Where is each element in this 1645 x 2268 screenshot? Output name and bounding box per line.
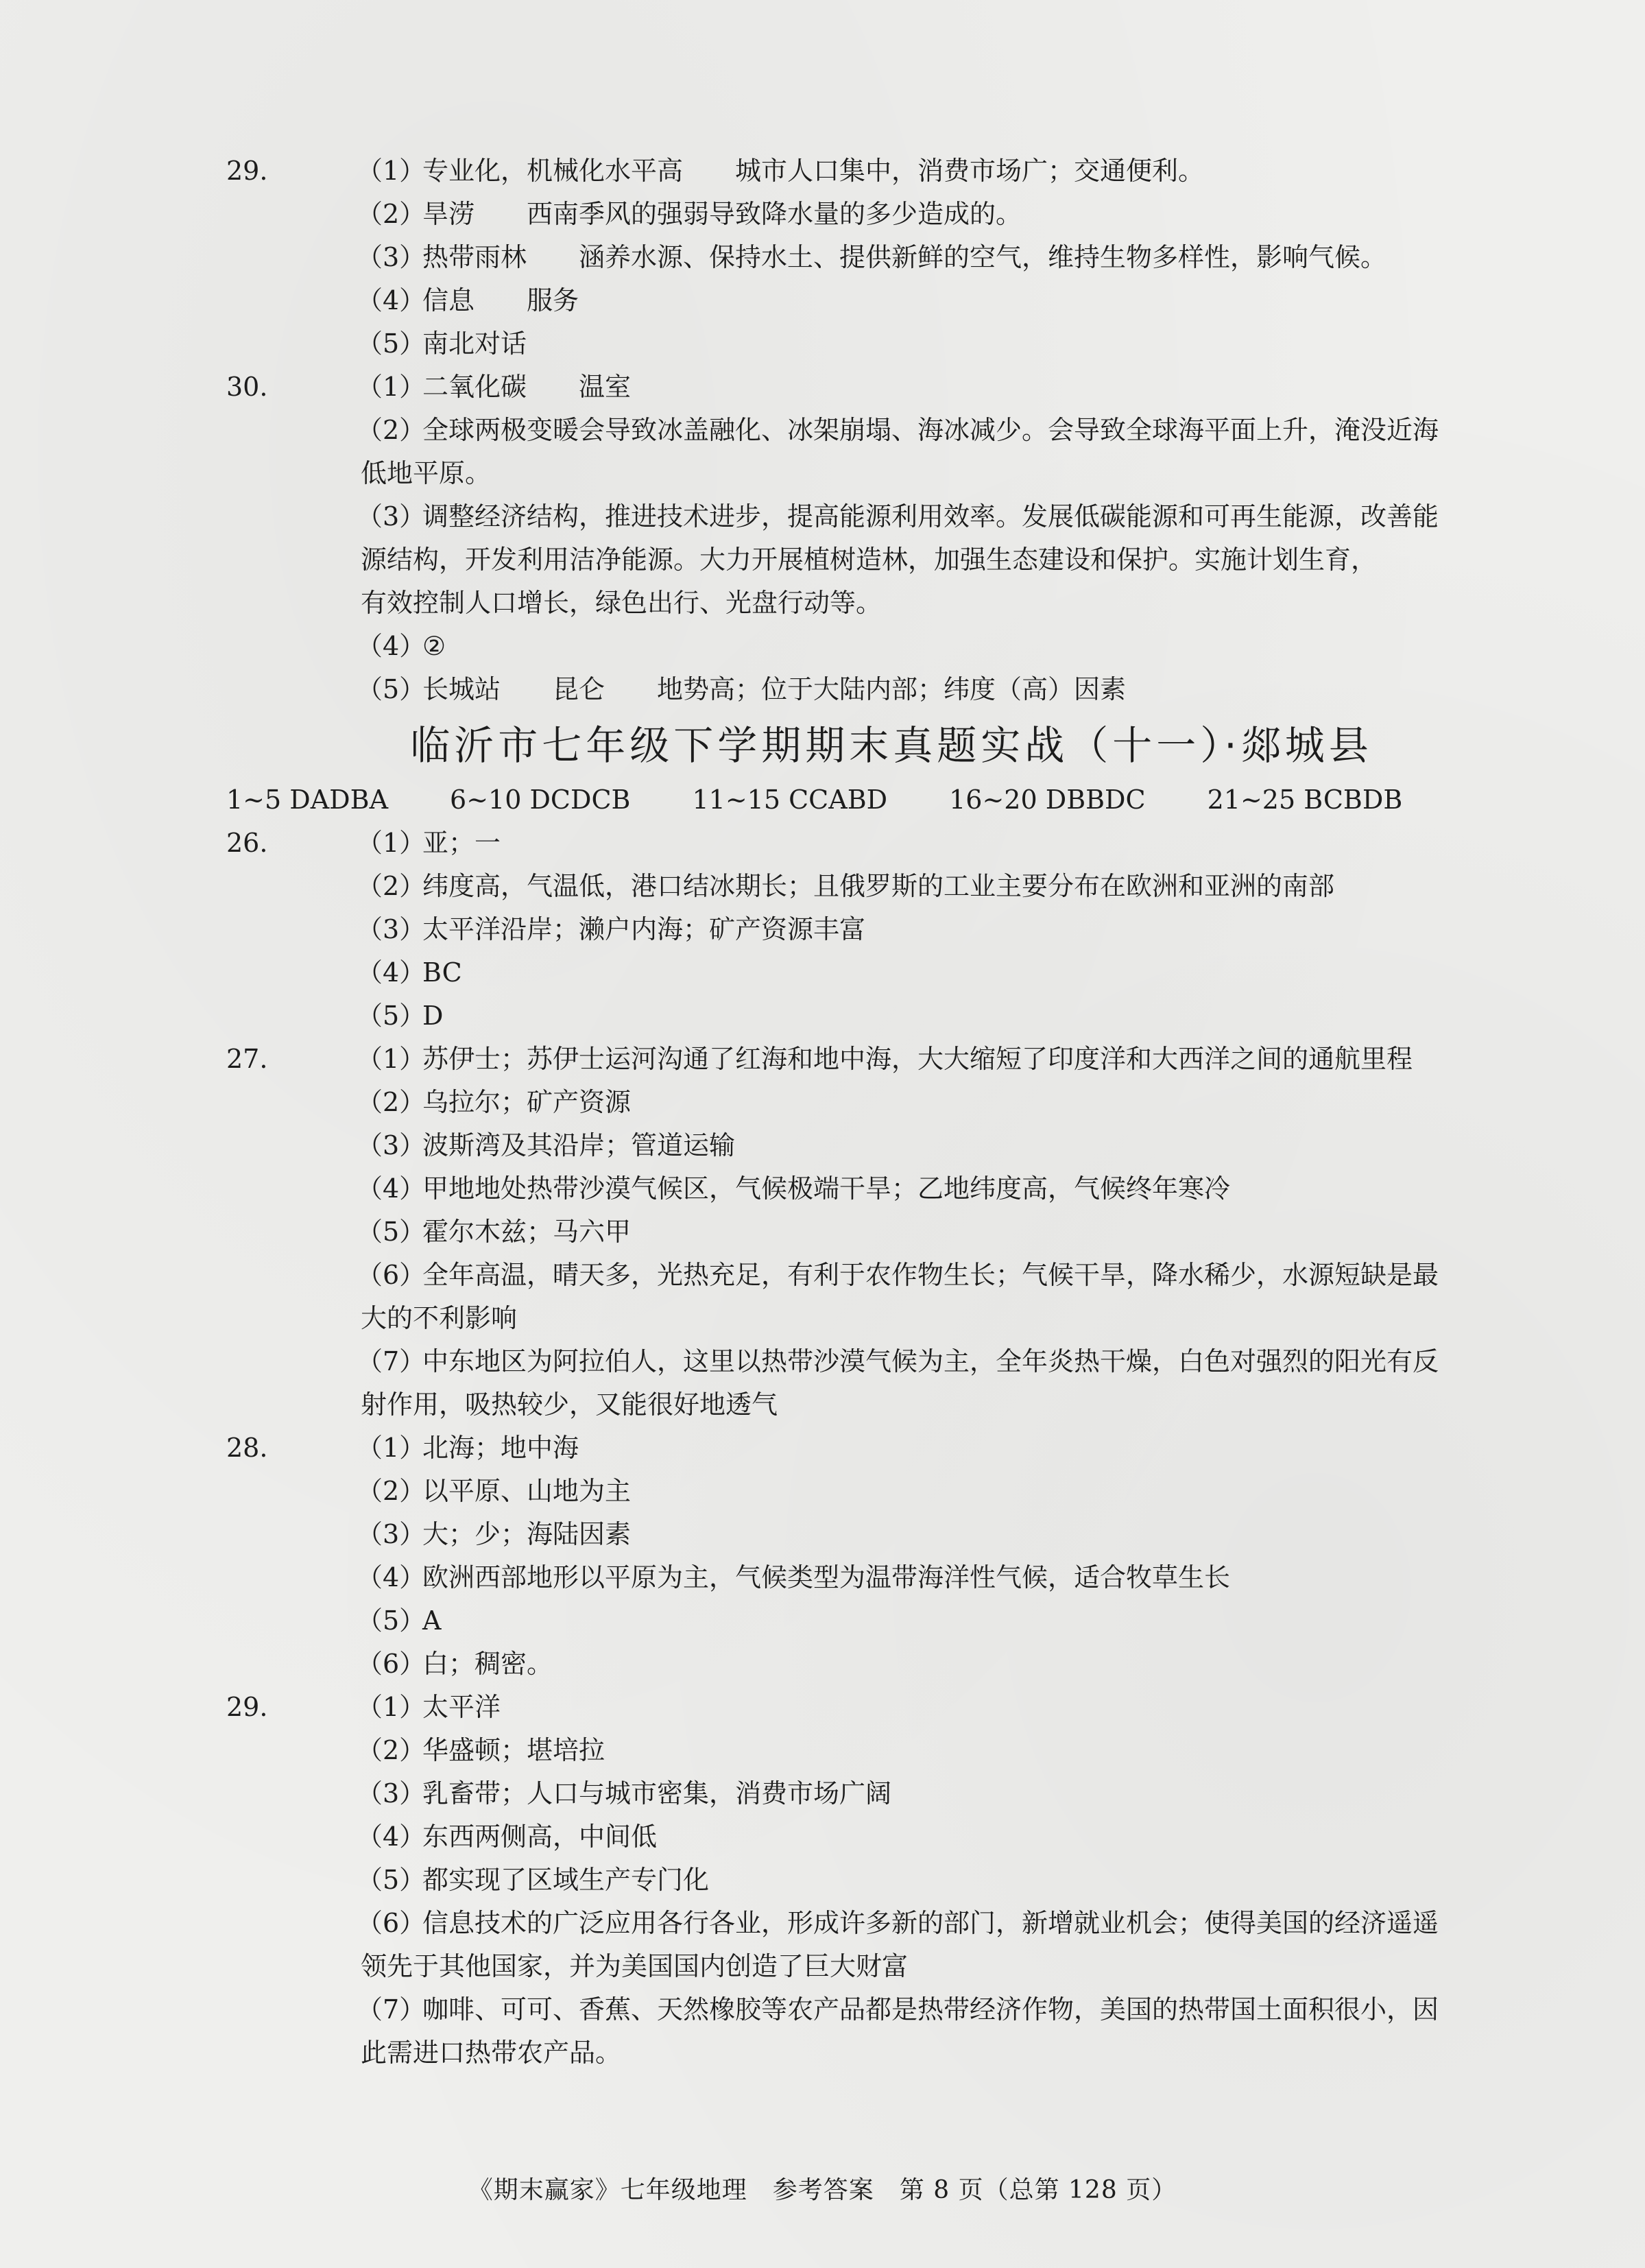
answer-text: BC	[422, 957, 462, 988]
answer-line	[226, 822, 1529, 865]
answer-text: 低地平原。	[361, 458, 492, 488]
sub-question-label: （1）	[357, 1433, 426, 1463]
exam-section-title: 临沂市七年级下学期期末真题实战（十一）·郯城县	[410, 722, 1373, 769]
question-block	[226, 366, 1529, 711]
sub-question-label: （4）	[357, 631, 426, 661]
answer-line	[226, 1081, 1529, 1124]
answer-text: 调整经济结构，推进技术进步，提高能源利用效率。发展低碳能源和可再生能源，改善能	[422, 501, 1439, 532]
answer-continuation-line	[226, 582, 1529, 625]
question-block	[226, 1686, 1529, 2075]
mc-answer-group: 11~15 CCABD	[692, 785, 888, 815]
sub-question-label: （4）	[357, 1822, 426, 1852]
answer-text: A	[422, 1605, 442, 1636]
answer-line	[226, 994, 1529, 1038]
answer-text: 苏伊士；苏伊士运河沟通了红海和地中海，大大缩短了印度洋和大西洋之间的通航里程	[422, 1044, 1413, 1074]
sub-question-label: （3）	[357, 1519, 426, 1549]
sub-question-label: （1）	[357, 1044, 426, 1074]
answer-line	[226, 1772, 1529, 1815]
answer-line	[226, 193, 1529, 236]
sub-question-label: （2）	[357, 1476, 426, 1506]
answer-text: 大的不利影响	[361, 1303, 518, 1333]
answer-line	[226, 150, 1529, 193]
answer-line	[226, 495, 1529, 538]
sub-question-label: （7）	[357, 1346, 426, 1376]
mc-answer-group: 1~5 DADBA	[226, 785, 389, 815]
sub-question-label: （1）	[357, 372, 426, 402]
answer-text: 乳畜带；人口与城市密集，消费市场广阔	[422, 1778, 892, 1809]
answer-line	[226, 1124, 1529, 1167]
answer-line	[226, 625, 1529, 668]
sub-question-label: （3）	[357, 1778, 426, 1809]
question-block	[226, 822, 1529, 1038]
answer-text: 甲地地处热带沙漠气候区，气候极端干旱；乙地纬度高，气候终年寒冷	[422, 1173, 1231, 1204]
answer-continuation-line	[226, 2031, 1529, 2075]
question-number: 28.	[226, 1433, 268, 1463]
answer-continuation-line	[226, 1383, 1529, 1427]
multiple-choice-answers	[226, 778, 1529, 822]
sub-question-label: （6）	[357, 1908, 426, 1938]
answer-line	[226, 1556, 1529, 1599]
answer-text: 领先于其他国家，并为美国国内创造了巨大财富	[361, 1951, 909, 1981]
sub-question-label: （3）	[357, 242, 426, 272]
answer-text: 有效控制人口增长，绿色出行、光盘行动等。	[361, 588, 882, 618]
question-number: 29.	[226, 1692, 268, 1722]
sub-question-label: （2）	[357, 1735, 426, 1765]
answer-text: D	[422, 1001, 444, 1031]
answer-line	[226, 366, 1529, 409]
sub-question-label: （5）	[357, 1217, 426, 1247]
answer-content	[226, 150, 1529, 2075]
answer-line	[226, 668, 1529, 711]
answer-line	[226, 1902, 1529, 1945]
answer-text: 乌拉尔；矿产资源	[422, 1087, 632, 1117]
answer-text: 东西两侧高，中间低	[422, 1822, 658, 1852]
answer-text: 都实现了区域生产专门化	[422, 1865, 710, 1895]
sub-question-label: （5）	[357, 1605, 426, 1636]
sub-question-label: （6）	[357, 1260, 426, 1290]
answer-text: 以平原、山地为主	[422, 1476, 632, 1506]
answer-line	[226, 236, 1529, 279]
answer-text: 旱涝 西南季风的强弱导致降水量的多少造成的。	[422, 199, 1022, 229]
mc-answer-group: 6~10 DCDCB	[450, 785, 631, 815]
answer-line	[226, 1340, 1529, 1383]
sub-question-label: （7）	[357, 1994, 426, 2025]
answer-text: 太平洋	[422, 1692, 501, 1722]
answer-line	[226, 1427, 1529, 1470]
answer-line	[226, 1038, 1529, 1081]
answer-text: 白；稠密。	[422, 1649, 553, 1679]
answer-text: 纬度高，气温低，港口结冰期长；且俄罗斯的工业主要分布在欧洲和亚洲的南部	[422, 871, 1335, 901]
answer-continuation-line	[226, 452, 1529, 495]
sub-question-label: （5）	[357, 329, 426, 359]
answer-line	[226, 1210, 1529, 1254]
answer-text: 全球两极变暖会导致冰盖融化、冰架崩塌、海冰减少。会导致全球海平面上升，淹没近海	[422, 415, 1439, 445]
question-number: 30.	[226, 372, 268, 402]
answer-line	[226, 1599, 1529, 1643]
sub-question-label: （1）	[357, 828, 426, 858]
answer-text: 全年高温，晴天多，光热充足，有利于农作物生长；气候干旱，降水稀少，水源短缺是最	[422, 1260, 1439, 1290]
answer-text: 太平洋沿岸；濑户内海；矿产资源丰富	[422, 914, 866, 944]
sub-question-label: （3）	[357, 1130, 426, 1160]
sub-question-label: （3）	[357, 501, 426, 532]
question-block	[226, 150, 1529, 366]
sub-question-label: （4）	[357, 1562, 426, 1592]
answer-line	[226, 1470, 1529, 1513]
answer-text: 信息技术的广泛应用各行各业，形成许多新的部门，新增就业机会；使得美国的经济遥遥	[422, 1908, 1439, 1938]
answer-text: 霍尔木兹；马六甲	[422, 1217, 632, 1247]
question-block	[226, 1427, 1529, 1686]
answer-continuation-line	[226, 538, 1529, 582]
mc-answer-group: 16~20 DBBDC	[949, 785, 1146, 815]
answer-continuation-line	[226, 1297, 1529, 1340]
answer-line	[226, 1859, 1529, 1902]
sub-question-label: （1）	[357, 1692, 426, 1722]
answer-line	[226, 1513, 1529, 1556]
sub-question-label: （5）	[357, 1001, 426, 1031]
sub-question-label: （4）	[357, 957, 426, 988]
answer-line	[226, 1686, 1529, 1729]
answer-text: 此需进口热带农产品。	[361, 2038, 622, 2068]
answer-line	[226, 1988, 1529, 2031]
question-block	[226, 1038, 1529, 1427]
answer-text: 二氧化碳 温室	[422, 372, 632, 402]
answer-text: 欧洲西部地形以平原为主，气候类型为温带海洋性气候，适合牧草生长	[422, 1562, 1231, 1592]
answer-line	[226, 1815, 1529, 1859]
question-number: 27.	[226, 1044, 268, 1074]
answer-line	[226, 409, 1529, 452]
answer-line	[226, 951, 1529, 994]
sub-question-label: （5）	[357, 674, 426, 704]
answer-text: 南北对话	[422, 329, 527, 359]
answer-text: 源结构，开发利用洁净能源。大力开展植树造林，加强生态建设和保护。实施计划生育，	[361, 545, 1378, 575]
sub-question-label: （2）	[357, 199, 426, 229]
answer-text: ②	[422, 631, 446, 661]
answer-line	[226, 1167, 1529, 1210]
sub-question-label: （2）	[357, 871, 426, 901]
answer-text: 亚；一	[422, 828, 501, 858]
sub-question-label: （6）	[357, 1649, 426, 1679]
question-number: 26.	[226, 828, 268, 858]
answer-line	[226, 908, 1529, 951]
answer-text: 热带雨林 涵养水源、保持水土、提供新鲜的空气，维持生物多样性，影响气候。	[422, 242, 1387, 272]
answer-text: 信息 服务	[422, 285, 579, 315]
answer-text: 北海；地中海	[422, 1433, 579, 1463]
sub-question-label: （3）	[357, 914, 426, 944]
answer-text: 长城站 昆仑 地势高；位于大陆内部；纬度（高）因素	[422, 674, 1127, 704]
sub-question-label: （2）	[357, 1087, 426, 1117]
sub-question-label: （4）	[357, 285, 426, 315]
answer-text: 咖啡、可可、香蕉、天然橡胶等农产品都是热带经济作物，美国的热带国土面积很小，因	[422, 1994, 1439, 2025]
answer-text: 专业化，机械化水平高 城市人口集中，消费市场广；交通便利。	[422, 156, 1205, 186]
answer-text: 大；少；海陆因素	[422, 1519, 632, 1549]
answer-text: 中东地区为阿拉伯人，这里以热带沙漠气候为主，全年炎热干燥，白色对强烈的阳光有反	[422, 1346, 1439, 1376]
sub-question-label: （5）	[357, 1865, 426, 1895]
question-number: 29.	[226, 156, 268, 186]
answer-continuation-line	[226, 1945, 1529, 1988]
answer-line	[226, 865, 1529, 908]
sub-question-label: （2）	[357, 415, 426, 445]
page-footer: 《期末赢家》七年级地理 参考答案 第 8 页（总第 128 页）	[468, 2176, 1177, 2204]
answer-line	[226, 322, 1529, 366]
answer-text: 射作用，吸热较少，又能很好地透气	[361, 1389, 778, 1420]
sub-question-label: （4）	[357, 1173, 426, 1204]
sub-question-label: （1）	[357, 156, 426, 186]
answer-line	[226, 1643, 1529, 1686]
answer-line	[226, 279, 1529, 322]
mc-answer-group: 21~25 BCBDB	[1207, 785, 1403, 815]
answer-line	[226, 1254, 1529, 1297]
answer-text: 波斯湾及其沿岸；管道运输	[422, 1130, 736, 1160]
answer-text: 华盛顿；堪培拉	[422, 1735, 605, 1765]
answer-line	[226, 1729, 1529, 1772]
